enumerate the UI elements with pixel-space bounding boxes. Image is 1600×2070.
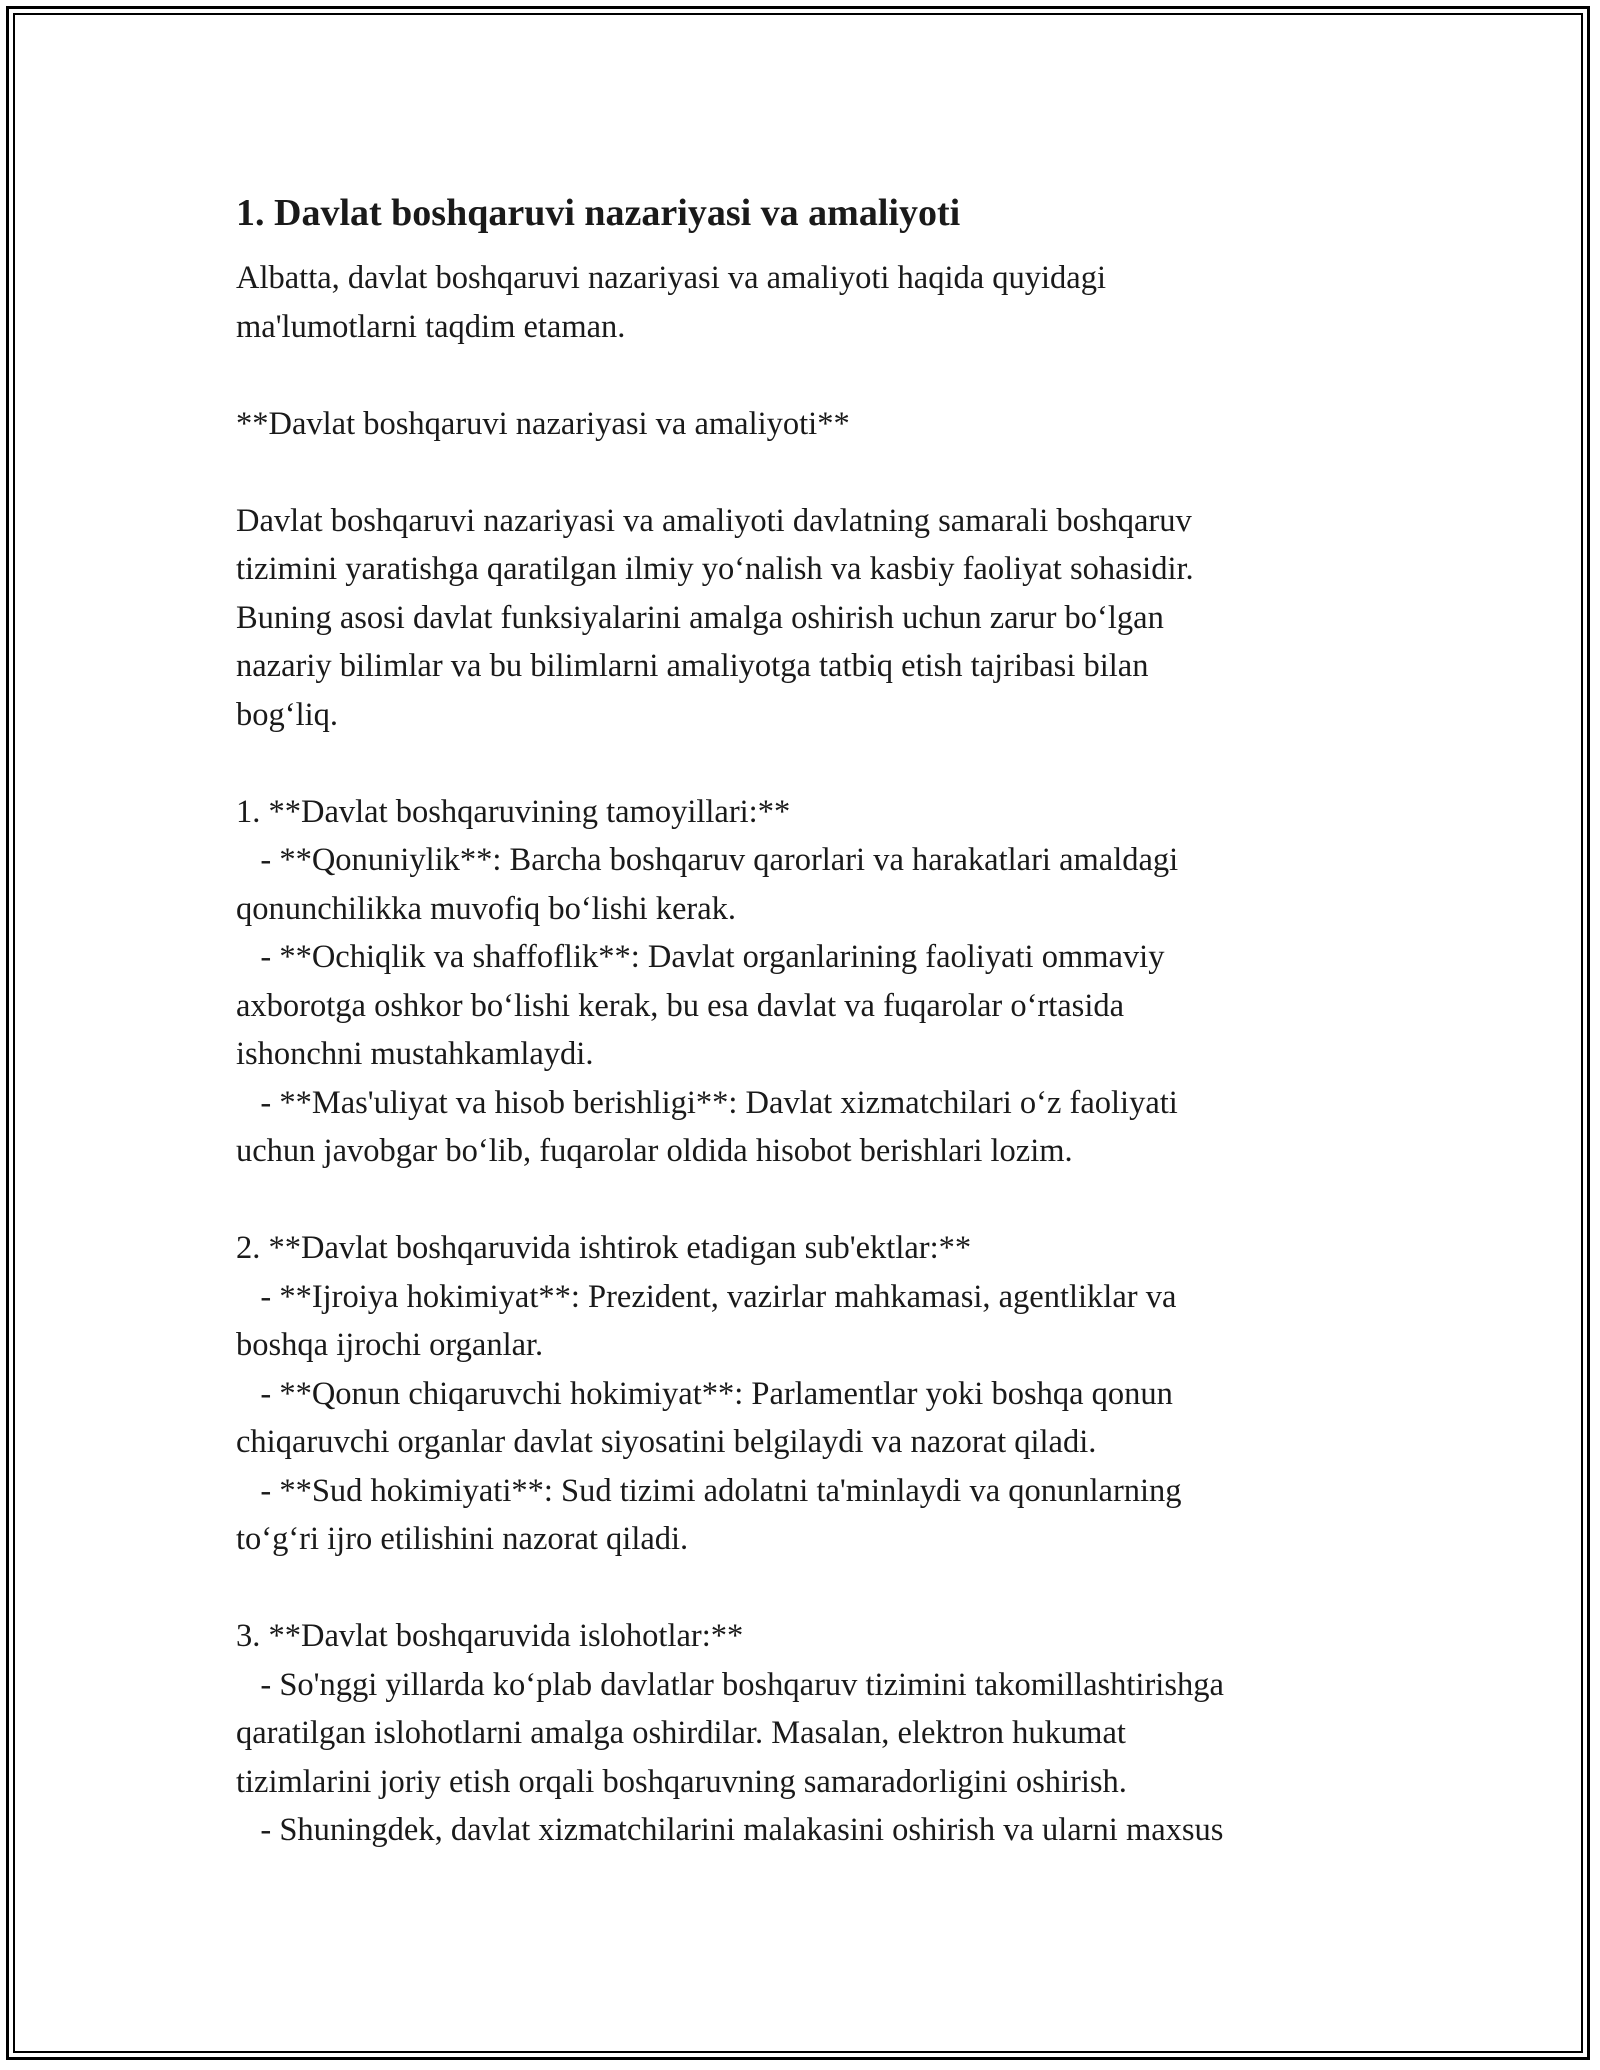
- text-line: qaratilgan islohotlarni amalga oshirdilar. Masalan, elektron hukumat: [236, 1715, 1126, 1751]
- text-line: ishonchni mustahkamlaydi.: [236, 1036, 594, 1072]
- text-line: nazariy bilimlar va bu bilimlarni amaliyotga tatbiq etish tajribasi bilan: [236, 648, 1149, 684]
- text-line: - **Qonuniylik**: Barcha boshqaruv qarorlari va harakatlari amaldagi: [236, 842, 1179, 878]
- text-line: Davlat boshqaruvi nazariyasi va amaliyoti davlatning samarali boshqaruv: [236, 502, 1192, 539]
- text-line: - **Ijroiya hokimiyat**: Prezident, vazirlar mahkamasi, agentliklar va: [236, 1278, 1177, 1315]
- text-line: 2. **Davlat boshqaruvida ishtirok etadigan sub'ektlar:**: [236, 1230, 972, 1266]
- blank-line: [236, 739, 1386, 788]
- text-line: - Shuningdek, davlat xizmatchilarini malakasini oshirish va ularni maxsus: [236, 1812, 1224, 1848]
- blank-line: [236, 448, 1386, 497]
- text-line: qonunchilikka muvofiq bo‘lishi kerak.: [236, 890, 737, 927]
- blank-line: [236, 351, 1386, 400]
- document-title: 1. Davlat boshqaruvi nazariyasi va amaliyoti: [236, 192, 961, 234]
- blank-line: [236, 1176, 1386, 1225]
- document-page: [236, 186, 1386, 1855]
- text-line: to‘g‘ri ijro etilishini nazorat qiladi.: [236, 1521, 689, 1557]
- text-line: uchun javobgar bo‘lib, fuqarolar oldida hisobot berishlari lozim.: [236, 1133, 1073, 1169]
- text-line: - **Ochiqlik va shaffoflik**: Davlat organlarining faoliyati ommaviy: [236, 939, 1165, 975]
- text-line: tizimini yaratishga qaratilgan ilmiy yo‘nalish va kasbiy faoliyat sohasidir.: [236, 551, 1194, 587]
- text-line: Buning asosi davlat funksiyalarini amalga oshirish uchun zarur bo‘lgan: [236, 599, 1164, 636]
- text-line: **Davlat boshqaruvi nazariyasi va amaliyoti**: [236, 405, 850, 442]
- text-line: - So'nggi yillarda ko‘plab davlatlar boshqaruv tizimini takomillashtirishga: [236, 1666, 1224, 1703]
- blank-line: [236, 1564, 1386, 1613]
- document-body: [236, 254, 1386, 1855]
- text-line: - **Mas'uliyat va hisob berishligi**: Davlat xizmatchilari o‘z faoliyati: [236, 1084, 1178, 1121]
- text-line: chiqaruvchi organlar davlat siyosatini belgilaydi va nazorat qiladi.: [236, 1424, 1097, 1460]
- text-line: Albatta, davlat boshqaruvi nazariyasi va amaliyoti haqida quyidagi: [236, 260, 1107, 296]
- text-line: bog‘liq.: [236, 696, 339, 733]
- text-line: boshqa ijrochi organlar.: [236, 1327, 544, 1363]
- text-line: - **Qonun chiqaruvchi hokimiyat**: Parlamentlar yoki boshqa qonun: [236, 1375, 1173, 1412]
- text-line: axborotga oshkor bo‘lishi kerak, bu esa davlat va fuqarolar o‘rtasida: [236, 987, 1125, 1024]
- text-line: - **Sud hokimiyati**: Sud tizimi adolatni ta'minlaydi va qonunlarning: [236, 1472, 1182, 1509]
- text-line: 1. **Davlat boshqaruvining tamoyillari:**: [236, 793, 791, 830]
- text-line: ma'lumotlarni taqdim etaman.: [236, 308, 626, 345]
- text-line: tizimlarini joriy etish orqali boshqaruvning samaradorligini oshirish.: [236, 1763, 1127, 1800]
- text-line: 3. **Davlat boshqaruvida islohotlar:**: [236, 1618, 744, 1654]
